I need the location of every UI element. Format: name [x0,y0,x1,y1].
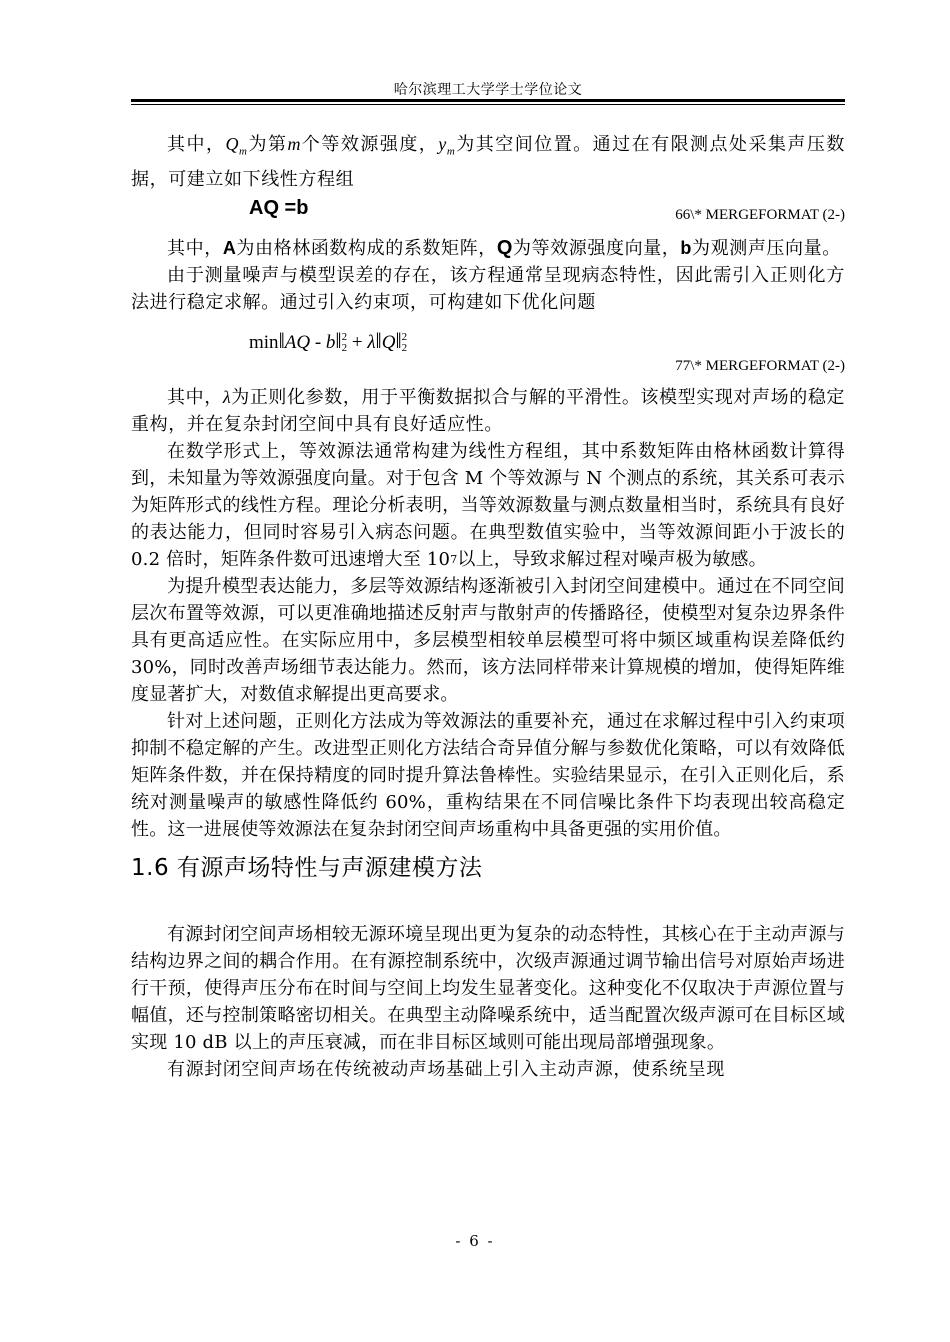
equation-1 [131,195,845,231]
paragraph-5: 在数学形式上，等效源法通常构建为线性方程组，其中系数矩阵由格林函数计算得到，未知量为等效源强度向量。对于包含 M 个等效源与 N 个测点的系统，其关系可表示为矩阵形式的线性方程。理论分析表明，当等效源数量与测点数量相当时，系统具有良好的表达能力，但同时容易引入病态问题。在典型数值实验中，当等效源间距小于波长的 0.2 倍时，矩阵条件数可迅速增大至 $10^7$以上，导致求解过程对噪声极为敏感。 [131,440,845,570]
paragraph-9: 有源封闭空间声场在传统被动声场基础上引入主动声源，使系统呈现 [167,1058,725,1080]
paragraph-2: 其中，A为由格林函数构成的系数矩阵，Q为等效源强度向量，b为观测声压向量。 [167,236,841,259]
equation-1-tag: 66\* MERGEFORMAT (2-) [675,206,845,223]
header-rule-thin [131,104,845,105]
equation-2 [131,318,845,380]
header-rule-thick [131,99,845,102]
page-body [131,131,845,1083]
paragraph-8: 有源封闭空间声场相较无源环境呈现出更为复杂的动态特性，其核心在于主动声源与结构边界之间的耦合作用。在有源控制系统中，次级声源通过调节输出信号对原始声场进行干预，使得声压分布在时间与空间上均发生显著变化。这种变化不仅取决于声源位置与幅值，还与控制策略密切相关。在典型主动降噪系统中，适当配置次级声源可在目标区域实现 10 dB 以上的声压衰减，而在非目标区域则可能出现局部增强现象。 [131,923,845,1053]
running-header: 哈尔滨理工大学学士学位论文 [393,82,583,98]
paragraph-4: 其中，λ为正则化参数，用于平衡数据拟合与解的平滑性。该模型实现对声场的稳定重构，并在复杂封闭空间中具有良好适应性。 [131,386,846,435]
paragraph-3: 由于测量噪声与模型误差的存在，该方程通常呈现病态特性，因此需引入正则化方法进行稳定求解。通过引入约束项，可构建如下优化问题 [131,264,845,313]
equation-2-body: min‖AQ - b‖2 2 + λ‖Q‖2 2 [249,327,408,355]
paragraph-7: 针对上述问题，正则化方法成为等效源法的重要补充，通过在求解过程中引入约束项抑制不稳定解的产生。改进型正则化方法结合奇异值分解与参数优化策略，可以有效降低矩阵条件数，并在保持精度的同时提升算法鲁棒性。实验结果显示，在引入正则化后，系统对测量噪声的敏感性降低约 60%，重构结果在不同信噪比条件下均表现出较高稳定性。这一进展使等效源法在复杂封闭空间声场重构中具备更强的实用价值。 [131,710,845,840]
page-number: - 6 - [455,1232,495,1250]
paragraph-1: 其中，$Q_m$为第m个等效源强度，$y_m$为其空间位置。通过在有限测点处采集声压数据，可建立如下线性方程组 [131,134,845,190]
equation-1-body: AQ =b [249,196,309,219]
section-heading: 1.6 有源声场特性与声源建模方法 [131,854,483,881]
equation-2-tag: 77\* MERGEFORMAT (2-) [675,357,845,374]
symbol-y: y [438,134,447,154]
paragraph-6: 为提升模型表达能力，多层等效源结构逐渐被引入封闭空间建模中。通过在不同空间层次布置等效源，可以更准确地描述反射声与散射声的传播路径，使模型对复杂边界条件具有更高适应性。在实际应用中，多层模型相较单层模型可将中频区域重构误差降低约 30%，同时改善声场细节表达能力。然而，该方法同样带来计算规模的增加，使得矩阵维度显著扩大，对数值求解提出更高要求。 [131,575,846,705]
symbol-q: Q [225,134,240,154]
